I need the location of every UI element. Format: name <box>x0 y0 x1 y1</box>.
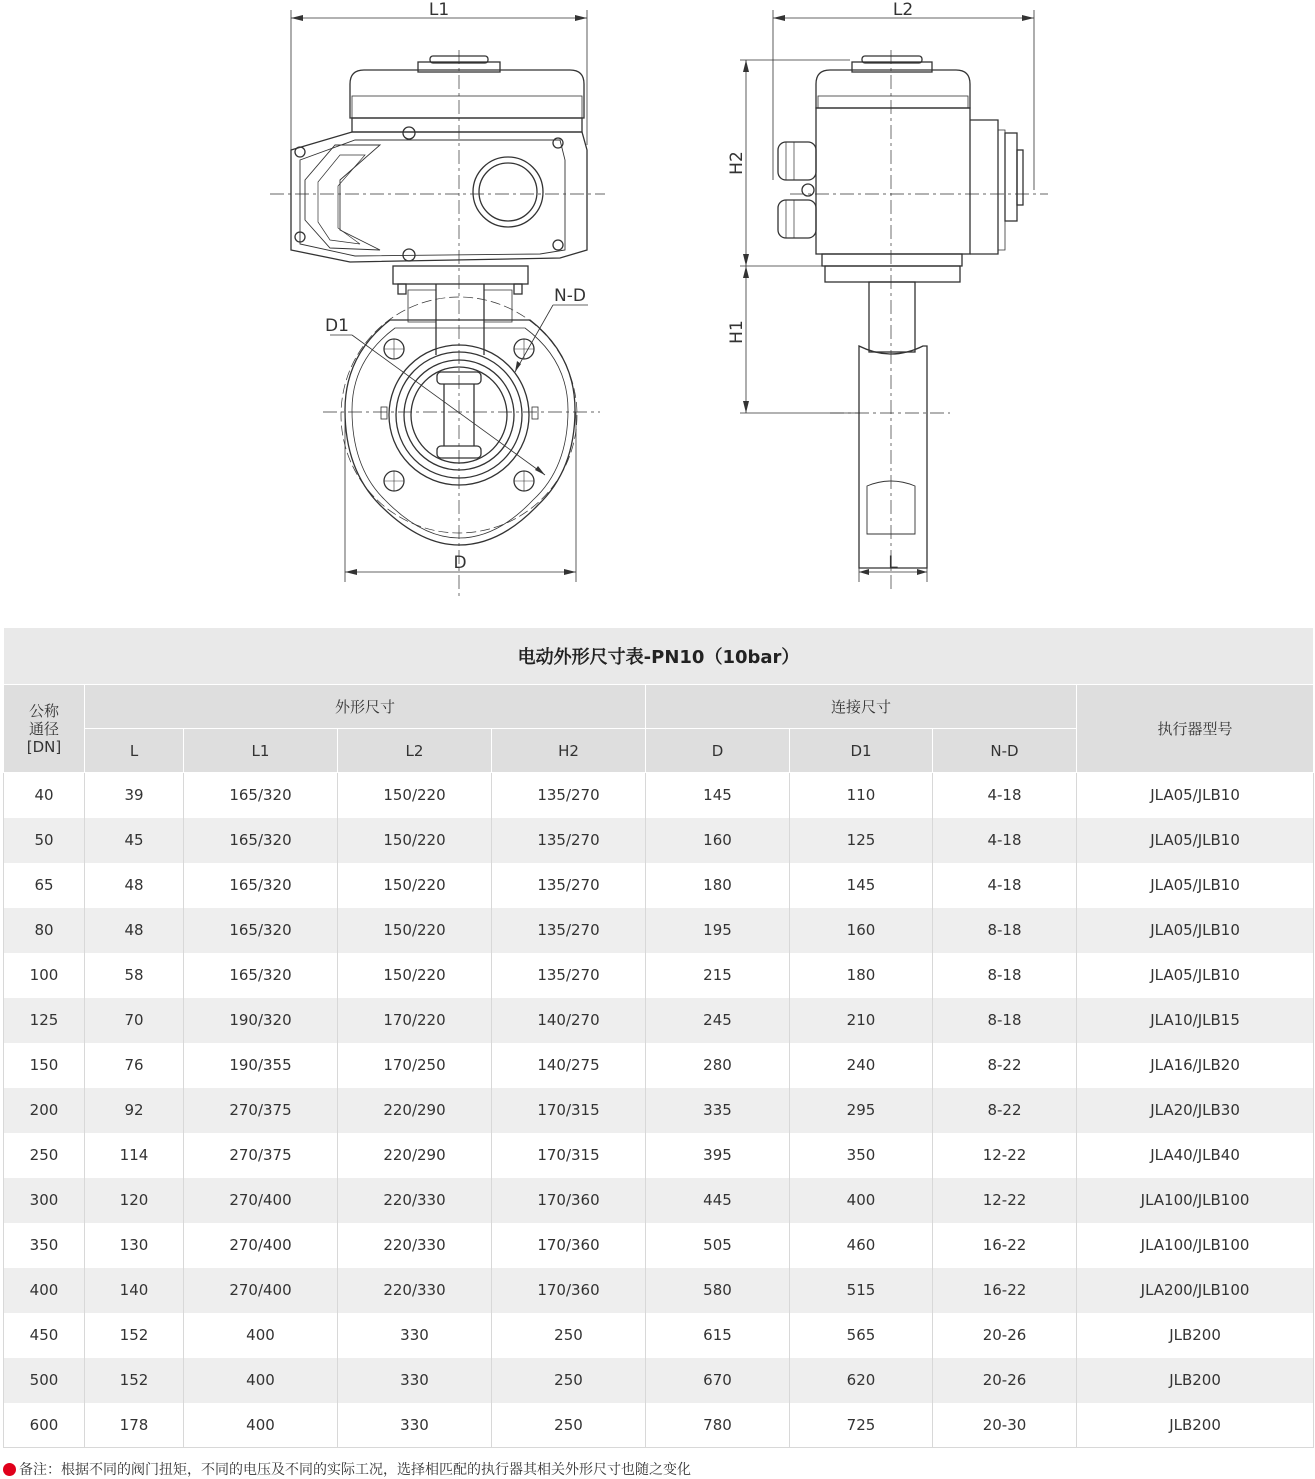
table-cell: 330 <box>338 1358 492 1403</box>
table-cell: 620 <box>790 1358 933 1403</box>
table-row <box>4 953 1314 998</box>
connect-dims-header: 连接尺寸 <box>646 685 1077 729</box>
table-row <box>4 1133 1314 1178</box>
table-cell: 50 <box>4 818 85 863</box>
table-cell: 450 <box>4 1313 85 1358</box>
table-cell: 165/320 <box>184 953 338 998</box>
table-cell: 135/270 <box>492 953 646 998</box>
table-cell: 4-18 <box>933 773 1077 818</box>
table-cell: JLB200 <box>1077 1403 1314 1448</box>
table-cell: 45 <box>85 818 184 863</box>
table-cell: 580 <box>646 1268 790 1313</box>
col-h2: H2 <box>492 729 646 773</box>
table-cell: JLA05/JLB10 <box>1077 863 1314 908</box>
table-cell: 12-22 <box>933 1178 1077 1223</box>
table-cell: 725 <box>790 1403 933 1448</box>
col-d1: D1 <box>790 729 933 773</box>
table-cell: 150/220 <box>338 863 492 908</box>
table-body <box>4 773 1314 1448</box>
table-cell: 150 <box>4 1043 85 1088</box>
table-row <box>4 1223 1314 1268</box>
table-cell: 445 <box>646 1178 790 1223</box>
table-row <box>4 818 1314 863</box>
table-cell: JLA05/JLB10 <box>1077 818 1314 863</box>
table-cell: 170/250 <box>338 1043 492 1088</box>
table-cell: JLB200 <box>1077 1358 1314 1403</box>
table-cell: 250 <box>4 1133 85 1178</box>
table-cell: 100 <box>4 953 85 998</box>
table-cell: JLA200/JLB100 <box>1077 1268 1314 1313</box>
table-cell: JLA16/JLB20 <box>1077 1043 1314 1088</box>
table-cell: JLA05/JLB10 <box>1077 953 1314 998</box>
table-cell: 270/400 <box>184 1223 338 1268</box>
table-row <box>4 1358 1314 1403</box>
label-nd: N-D <box>554 286 586 306</box>
table-cell: 220/290 <box>338 1088 492 1133</box>
table-cell: 125 <box>790 818 933 863</box>
table-cell: 220/330 <box>338 1268 492 1313</box>
table-cell: 120 <box>85 1178 184 1223</box>
table-cell: 114 <box>85 1133 184 1178</box>
table-cell: 400 <box>790 1178 933 1223</box>
table-cell: 110 <box>790 773 933 818</box>
table-cell: 330 <box>338 1403 492 1448</box>
table-cell: 65 <box>4 863 85 908</box>
table-cell: 8-22 <box>933 1043 1077 1088</box>
table-cell: 20-26 <box>933 1358 1077 1403</box>
table-cell: 8-18 <box>933 953 1077 998</box>
table-cell: JLA100/JLB100 <box>1077 1178 1314 1223</box>
label-h1: H1 <box>727 320 747 344</box>
table-cell: 250 <box>492 1403 646 1448</box>
col-l2: L2 <box>338 729 492 773</box>
label-h2: H2 <box>727 151 747 175</box>
table-row <box>4 1088 1314 1133</box>
table-cell: 140 <box>85 1268 184 1313</box>
table-cell: 295 <box>790 1088 933 1133</box>
table-cell: 130 <box>85 1223 184 1268</box>
table-cell: 335 <box>646 1088 790 1133</box>
note-text: 备注：根据不同的阀门扭矩，不同的电压及不同的实际工况，选择相匹配的执行器其相关外形尺寸也随之变化 <box>19 1462 691 1478</box>
table-cell: 170/360 <box>492 1178 646 1223</box>
table-cell: 76 <box>85 1043 184 1088</box>
side-view <box>727 0 1048 590</box>
col-l1: L1 <box>184 729 338 773</box>
table-cell: 565 <box>790 1313 933 1358</box>
table-cell: 400 <box>4 1268 85 1313</box>
table-cell: 165/320 <box>184 908 338 953</box>
table-cell: JLA100/JLB100 <box>1077 1223 1314 1268</box>
table-cell: 400 <box>184 1313 338 1358</box>
table-cell: 92 <box>85 1088 184 1133</box>
table-row <box>4 773 1314 818</box>
table-cell: 780 <box>646 1403 790 1448</box>
table-cell: 12-22 <box>933 1133 1077 1178</box>
table-row <box>4 1178 1314 1223</box>
label-l: L <box>888 553 898 573</box>
table-cell: 150/220 <box>338 953 492 998</box>
table-cell: 39 <box>85 773 184 818</box>
table-cell: 280 <box>646 1043 790 1088</box>
table-cell: JLA05/JLB10 <box>1077 908 1314 953</box>
table-cell: 215 <box>646 953 790 998</box>
table-cell: 170/360 <box>492 1268 646 1313</box>
table-cell: 150/220 <box>338 773 492 818</box>
table-cell: 145 <box>646 773 790 818</box>
dn-header: 公称 通径 [DN] <box>4 685 85 773</box>
table-row <box>4 863 1314 908</box>
table-row <box>4 998 1314 1043</box>
footnote <box>3 1459 691 1479</box>
table-cell: 270/375 <box>184 1088 338 1133</box>
table-cell: 220/330 <box>338 1178 492 1223</box>
front-view <box>270 0 605 600</box>
table-cell: 615 <box>646 1313 790 1358</box>
label-l2: L2 <box>892 0 914 20</box>
table-cell: 180 <box>646 863 790 908</box>
table-title: 电动外形尺寸表-PN10（10bar） <box>4 628 1314 685</box>
valve-drawing <box>0 0 1315 600</box>
table-cell: 165/320 <box>184 863 338 908</box>
table-cell: 670 <box>646 1358 790 1403</box>
dimension-table <box>3 627 1314 1448</box>
table-cell: 16-22 <box>933 1268 1077 1313</box>
table-cell: 400 <box>184 1403 338 1448</box>
table-cell: 152 <box>85 1358 184 1403</box>
table-cell: 170/315 <box>492 1088 646 1133</box>
table-row <box>4 1268 1314 1313</box>
table-cell: 8-22 <box>933 1088 1077 1133</box>
table-cell: 220/290 <box>338 1133 492 1178</box>
table-cell: 190/355 <box>184 1043 338 1088</box>
table-cell: 145 <box>790 863 933 908</box>
table-cell: 190/320 <box>184 998 338 1043</box>
table-cell: 270/375 <box>184 1133 338 1178</box>
table-cell: 170/220 <box>338 998 492 1043</box>
table-row <box>4 1313 1314 1358</box>
table-cell: 150/220 <box>338 818 492 863</box>
table-cell: 178 <box>85 1403 184 1448</box>
table-cell: 135/270 <box>492 818 646 863</box>
table-cell: JLA20/JLB30 <box>1077 1088 1314 1133</box>
table-cell: 300 <box>4 1178 85 1223</box>
table-cell: 350 <box>4 1223 85 1268</box>
table-cell: 4-18 <box>933 818 1077 863</box>
table-cell: 270/400 <box>184 1178 338 1223</box>
table-cell: 58 <box>85 953 184 998</box>
col-d: D <box>646 729 790 773</box>
table-cell: 165/320 <box>184 818 338 863</box>
table-cell: 505 <box>646 1223 790 1268</box>
table-cell: 20-26 <box>933 1313 1077 1358</box>
table-cell: 250 <box>492 1358 646 1403</box>
table-cell: 180 <box>790 953 933 998</box>
table-cell: JLA05/JLB10 <box>1077 773 1314 818</box>
table-cell: 460 <box>790 1223 933 1268</box>
table-cell: 135/270 <box>492 863 646 908</box>
table-cell: 400 <box>184 1358 338 1403</box>
table-cell: 125 <box>4 998 85 1043</box>
table-cell: 150/220 <box>338 908 492 953</box>
table-cell: 40 <box>4 773 85 818</box>
actuator-header: 执行器型号 <box>1077 685 1314 773</box>
table-cell: 395 <box>646 1133 790 1178</box>
table-cell: 250 <box>492 1313 646 1358</box>
table-cell: 48 <box>85 908 184 953</box>
table-cell: 140/270 <box>492 998 646 1043</box>
table-cell: 220/330 <box>338 1223 492 1268</box>
red-dot-icon <box>3 1463 16 1476</box>
table-cell: 4-18 <box>933 863 1077 908</box>
table-cell: JLA40/JLB40 <box>1077 1133 1314 1178</box>
table-cell: 80 <box>4 908 85 953</box>
table-row <box>4 1403 1314 1448</box>
table-cell: 210 <box>790 998 933 1043</box>
table-cell: 152 <box>85 1313 184 1358</box>
table-cell: 16-22 <box>933 1223 1077 1268</box>
label-d: D <box>453 553 467 573</box>
table-row <box>4 908 1314 953</box>
table-cell: 170/315 <box>492 1133 646 1178</box>
table-row <box>4 1043 1314 1088</box>
table-cell: JLB200 <box>1077 1313 1314 1358</box>
col-nd: N-D <box>933 729 1077 773</box>
outer-dims-header: 外形尺寸 <box>85 685 646 729</box>
table-cell: 135/270 <box>492 773 646 818</box>
table-cell: 20-30 <box>933 1403 1077 1448</box>
table-cell: 270/400 <box>184 1268 338 1313</box>
table-cell: 515 <box>790 1268 933 1313</box>
table-cell: 70 <box>85 998 184 1043</box>
table-cell: 350 <box>790 1133 933 1178</box>
table-cell: 170/360 <box>492 1223 646 1268</box>
label-d1: D1 <box>325 316 349 336</box>
table-cell: 195 <box>646 908 790 953</box>
label-l1: L1 <box>428 0 450 20</box>
table-cell: 160 <box>790 908 933 953</box>
table-cell: 8-18 <box>933 908 1077 953</box>
table-cell: 135/270 <box>492 908 646 953</box>
table-cell: 140/275 <box>492 1043 646 1088</box>
table-cell: 200 <box>4 1088 85 1133</box>
col-l: L <box>85 729 184 773</box>
table-cell: JLA10/JLB15 <box>1077 998 1314 1043</box>
table-cell: 600 <box>4 1403 85 1448</box>
table-cell: 330 <box>338 1313 492 1358</box>
table-cell: 500 <box>4 1358 85 1403</box>
table-cell: 160 <box>646 818 790 863</box>
table-cell: 245 <box>646 998 790 1043</box>
table-cell: 165/320 <box>184 773 338 818</box>
table-cell: 240 <box>790 1043 933 1088</box>
table-cell: 48 <box>85 863 184 908</box>
table-cell: 8-18 <box>933 998 1077 1043</box>
